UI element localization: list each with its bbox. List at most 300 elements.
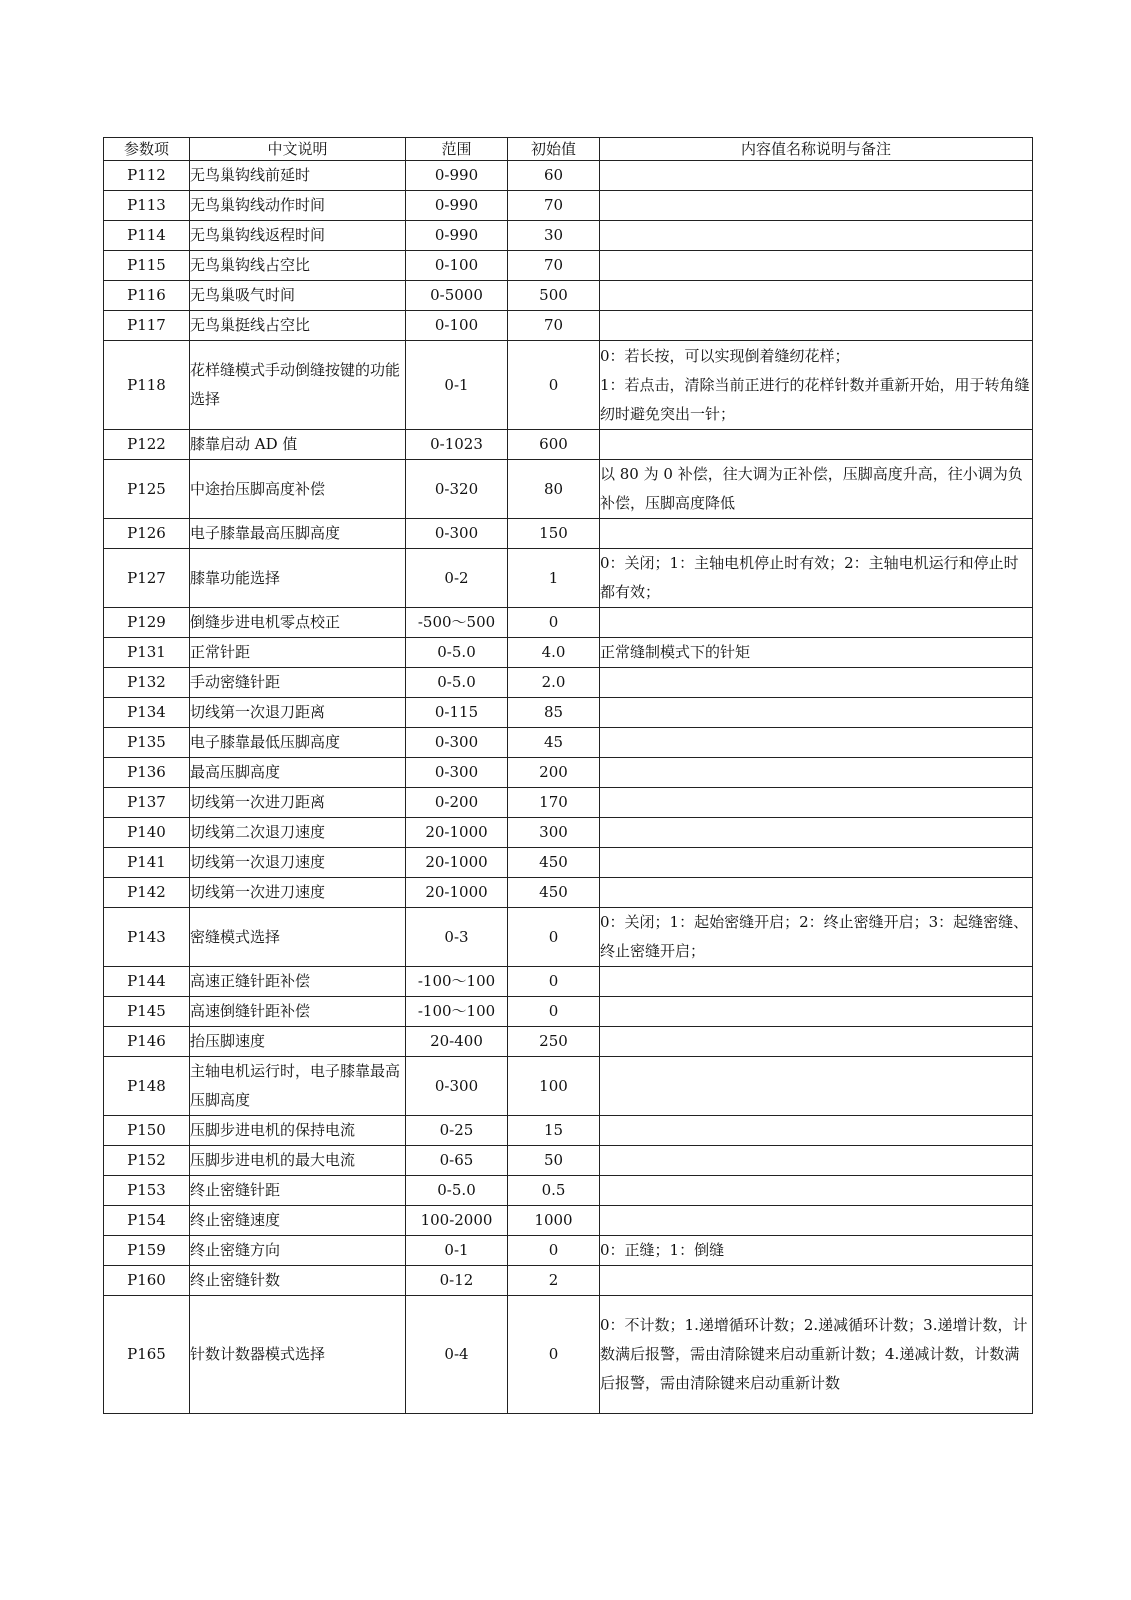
parameter-notes xyxy=(600,1206,1033,1236)
parameter-range xyxy=(406,460,508,519)
parameter-initial-value xyxy=(508,1266,600,1296)
parameter-description xyxy=(190,908,406,967)
parameter-range-text: 0-1 xyxy=(444,1241,469,1259)
parameter-code-text: P160 xyxy=(127,1271,166,1289)
parameter-code-text: P144 xyxy=(127,972,166,990)
parameter-notes-text: 正常缝制模式下的针矩 xyxy=(600,643,751,661)
parameter-table xyxy=(103,137,1033,1414)
parameter-initial-value-text: 100 xyxy=(539,1076,568,1095)
parameter-range xyxy=(406,908,508,967)
parameter-range-text: 0-990 xyxy=(434,226,479,244)
parameter-range-text: -500～500 xyxy=(417,613,496,631)
table-row xyxy=(104,191,1033,221)
table-row xyxy=(104,967,1033,997)
parameter-code xyxy=(104,698,190,728)
parameter-initial-value xyxy=(508,191,600,221)
table-row xyxy=(104,848,1033,878)
parameter-range-text: 0-5.0 xyxy=(437,643,476,661)
parameter-range xyxy=(406,549,508,608)
parameter-initial-value xyxy=(508,281,600,311)
parameter-initial-value xyxy=(508,908,600,967)
parameter-notes xyxy=(600,341,1033,430)
parameter-description xyxy=(190,1296,406,1414)
table-row xyxy=(104,430,1033,460)
parameter-code-text: P132 xyxy=(127,673,166,691)
parameter-initial-value-text: 70 xyxy=(543,196,564,214)
parameter-initial-value xyxy=(508,519,600,549)
parameter-description-text: 手动密缝针距 xyxy=(190,673,281,691)
table-row xyxy=(104,698,1033,728)
parameter-description-text: 膝靠功能选择 xyxy=(190,568,281,587)
parameter-code xyxy=(104,1236,190,1266)
parameter-initial-value-text: 300 xyxy=(539,823,568,841)
parameter-initial-value-text: 0 xyxy=(548,1241,559,1259)
parameter-range xyxy=(406,698,508,728)
parameter-description xyxy=(190,1266,406,1296)
table-row xyxy=(104,221,1033,251)
parameter-initial-value xyxy=(508,1296,600,1414)
parameter-code xyxy=(104,1266,190,1296)
table-row xyxy=(104,908,1033,967)
parameter-description xyxy=(190,848,406,878)
table-header-row xyxy=(104,138,1033,161)
parameter-range xyxy=(406,519,508,549)
parameter-range xyxy=(406,1266,508,1296)
parameter-notes-text: 0：关闭；1：主轴电机停止时有效；2：主轴电机运行和停止时都有效； xyxy=(600,554,1019,601)
parameter-description xyxy=(190,191,406,221)
parameter-code-text: P136 xyxy=(127,763,166,781)
parameter-code-text: P142 xyxy=(127,883,166,901)
parameter-range-text: 0-300 xyxy=(434,1076,479,1095)
parameter-range xyxy=(406,1296,508,1414)
parameter-initial-value-text: 450 xyxy=(539,883,568,901)
parameter-initial-value-text: 60 xyxy=(543,166,564,184)
parameter-code xyxy=(104,460,190,519)
parameter-notes xyxy=(600,161,1033,191)
parameter-code-text: P126 xyxy=(127,524,166,542)
parameter-description xyxy=(190,341,406,430)
parameter-initial-value-text: 250 xyxy=(539,1032,568,1050)
parameter-range-text: 0-100 xyxy=(434,316,479,334)
parameter-description-text: 切线第二次退刀速度 xyxy=(190,823,326,841)
parameter-initial-value-text: 150 xyxy=(539,524,568,542)
parameter-notes-text: 0：正缝；1：倒缝 xyxy=(600,1241,725,1259)
parameter-code xyxy=(104,281,190,311)
parameter-description xyxy=(190,1116,406,1146)
parameter-notes xyxy=(600,1236,1033,1266)
parameter-description xyxy=(190,1206,406,1236)
parameter-range xyxy=(406,788,508,818)
table-row xyxy=(104,1027,1033,1057)
parameter-notes-text: 0：若长按，可以实现倒着缝纫花样； 1：若点击，清除当前正进行的花样针数并重新开始，用于转角缝纫时避免突出一针； xyxy=(600,346,1030,423)
parameter-notes xyxy=(600,1116,1033,1146)
parameter-initial-value-text: 200 xyxy=(539,763,568,781)
parameter-initial-value-text: 50 xyxy=(543,1151,564,1169)
parameter-code-text: P159 xyxy=(127,1241,166,1259)
parameter-range-text: 0-300 xyxy=(434,763,479,781)
parameter-code-text: P145 xyxy=(127,1002,166,1020)
parameter-description-text: 压脚步进电机的最大电流 xyxy=(190,1151,356,1169)
parameter-notes xyxy=(600,311,1033,341)
parameter-description xyxy=(190,1176,406,1206)
parameter-notes xyxy=(600,818,1033,848)
table-row xyxy=(104,788,1033,818)
parameter-range xyxy=(406,1206,508,1236)
parameter-description xyxy=(190,668,406,698)
parameter-initial-value xyxy=(508,1146,600,1176)
parameter-initial-value xyxy=(508,848,600,878)
parameter-description-text: 最高压脚高度 xyxy=(190,763,281,781)
parameter-code-text: P113 xyxy=(127,196,166,214)
parameter-code xyxy=(104,1296,190,1414)
table-row xyxy=(104,638,1033,668)
parameter-range xyxy=(406,161,508,191)
parameter-initial-value-text: 0 xyxy=(548,375,559,394)
parameter-range xyxy=(406,638,508,668)
table-row xyxy=(104,311,1033,341)
parameter-initial-value xyxy=(508,668,600,698)
parameter-code xyxy=(104,251,190,281)
parameter-range-text: 0-25 xyxy=(439,1121,474,1139)
parameter-description xyxy=(190,967,406,997)
parameter-initial-value xyxy=(508,341,600,430)
parameter-initial-value xyxy=(508,1027,600,1057)
parameter-initial-value-text: 0 xyxy=(548,1345,559,1363)
parameter-range xyxy=(406,1146,508,1176)
parameter-code xyxy=(104,818,190,848)
parameter-description-text: 终止密缝针数 xyxy=(190,1271,281,1289)
parameter-notes xyxy=(600,1176,1033,1206)
parameter-initial-value xyxy=(508,430,600,460)
parameter-description-text: 花样缝模式手动倒缝按键的功能选择 xyxy=(190,361,401,408)
parameter-description xyxy=(190,608,406,638)
parameter-initial-value xyxy=(508,638,600,668)
parameter-range-text: 0-990 xyxy=(434,196,479,214)
parameter-notes xyxy=(600,1057,1033,1116)
parameter-initial-value-text: 70 xyxy=(543,316,564,334)
parameter-notes xyxy=(600,728,1033,758)
parameter-description xyxy=(190,251,406,281)
parameter-range xyxy=(406,848,508,878)
parameter-range-text: 0-5.0 xyxy=(437,1181,476,1199)
parameter-description-text: 无鸟巢挺线占空比 xyxy=(190,316,311,334)
table-body xyxy=(104,161,1033,1414)
parameter-notes xyxy=(600,281,1033,311)
parameter-initial-value xyxy=(508,608,600,638)
parameter-description-text: 倒缝步进电机零点校正 xyxy=(190,613,341,631)
parameter-initial-value-text: 0.5 xyxy=(541,1181,566,1199)
parameter-initial-value-text: 85 xyxy=(543,703,564,721)
parameter-range-text: -100～100 xyxy=(417,972,496,990)
parameter-code-text: P165 xyxy=(127,1345,166,1363)
parameter-description-text: 终止密缝速度 xyxy=(190,1211,281,1229)
parameter-code xyxy=(104,967,190,997)
parameter-initial-value xyxy=(508,1116,600,1146)
parameter-initial-value-text: 1000 xyxy=(534,1211,573,1229)
parameter-initial-value xyxy=(508,788,600,818)
parameter-range xyxy=(406,341,508,430)
parameter-range xyxy=(406,311,508,341)
parameter-code-text: P134 xyxy=(127,703,166,721)
parameter-code xyxy=(104,341,190,430)
parameter-initial-value-text: 500 xyxy=(539,286,568,304)
parameter-code xyxy=(104,519,190,549)
parameter-description xyxy=(190,728,406,758)
parameter-description-text: 无鸟巢钩线动作时间 xyxy=(190,196,326,214)
parameter-notes xyxy=(600,1266,1033,1296)
table-row xyxy=(104,728,1033,758)
parameter-notes xyxy=(600,908,1033,967)
parameter-initial-value xyxy=(508,698,600,728)
parameter-notes xyxy=(600,878,1033,908)
parameter-description-text: 针数计数器模式选择 xyxy=(190,1345,326,1363)
parameter-initial-value xyxy=(508,758,600,788)
parameter-description-text: 切线第一次退刀距离 xyxy=(190,703,326,721)
parameter-range xyxy=(406,728,508,758)
parameter-description xyxy=(190,460,406,519)
parameter-code xyxy=(104,848,190,878)
parameter-notes xyxy=(600,251,1033,281)
parameter-notes xyxy=(600,549,1033,608)
parameter-range-text: 0-5000 xyxy=(430,286,483,304)
parameter-code-text: P125 xyxy=(127,479,166,498)
parameter-code xyxy=(104,221,190,251)
parameter-notes xyxy=(600,758,1033,788)
parameter-code xyxy=(104,191,190,221)
parameter-description xyxy=(190,1236,406,1266)
parameter-code xyxy=(104,728,190,758)
parameter-code-text: P129 xyxy=(127,613,166,631)
parameter-code-text: P112 xyxy=(127,166,166,184)
parameter-range-text: 0-2 xyxy=(444,568,469,587)
parameter-description xyxy=(190,430,406,460)
parameter-initial-value xyxy=(508,728,600,758)
parameter-code xyxy=(104,311,190,341)
parameter-range-text: 0-300 xyxy=(434,733,479,751)
parameter-code xyxy=(104,549,190,608)
parameter-initial-value-text: 30 xyxy=(543,226,564,244)
parameter-description-text: 高速正缝针距补偿 xyxy=(190,972,311,990)
parameter-range xyxy=(406,430,508,460)
parameter-notes xyxy=(600,848,1033,878)
table-row xyxy=(104,1146,1033,1176)
parameter-description xyxy=(190,878,406,908)
parameter-description-text: 电子膝靠最高压脚高度 xyxy=(190,524,341,542)
parameter-notes-text: 以 80 为 0 补偿，往大调为正补偿，压脚高度升高，往小调为负补偿，压脚高度降低 xyxy=(600,465,1023,512)
table-row xyxy=(104,878,1033,908)
parameter-range xyxy=(406,191,508,221)
parameter-code-text: P150 xyxy=(127,1121,166,1139)
parameter-notes xyxy=(600,638,1033,668)
parameter-description xyxy=(190,698,406,728)
parameter-initial-value xyxy=(508,818,600,848)
parameter-initial-value xyxy=(508,311,600,341)
parameter-initial-value-text: 0 xyxy=(548,927,559,946)
parameter-initial-value xyxy=(508,161,600,191)
parameter-code xyxy=(104,1146,190,1176)
parameter-range xyxy=(406,608,508,638)
parameter-notes xyxy=(600,191,1033,221)
parameter-initial-value-text: 45 xyxy=(543,733,564,751)
parameter-code xyxy=(104,430,190,460)
parameter-initial-value xyxy=(508,251,600,281)
parameter-range-text: 0-200 xyxy=(434,793,479,811)
parameter-initial-value-text: 170 xyxy=(539,793,568,811)
parameter-description-text: 电子膝靠最低压脚高度 xyxy=(190,733,341,751)
table-row xyxy=(104,818,1033,848)
table-row xyxy=(104,460,1033,519)
table-row xyxy=(104,549,1033,608)
parameter-notes xyxy=(600,997,1033,1027)
table-row xyxy=(104,519,1033,549)
parameter-initial-value-text: 0 xyxy=(548,1002,559,1020)
parameter-range xyxy=(406,967,508,997)
parameter-range-text: 0-100 xyxy=(434,256,479,274)
parameter-code-text: P141 xyxy=(127,853,166,871)
parameter-initial-value-text: 2 xyxy=(548,1271,559,1289)
parameter-code-text: P148 xyxy=(127,1076,166,1095)
parameter-code xyxy=(104,1057,190,1116)
table-row xyxy=(104,341,1033,430)
parameter-description-text: 膝靠启动 AD 值 xyxy=(190,435,298,453)
parameter-initial-value-text: 600 xyxy=(539,435,568,453)
parameter-code xyxy=(104,997,190,1027)
parameter-range xyxy=(406,1176,508,1206)
parameter-range-text: 0-3 xyxy=(444,927,469,946)
parameter-initial-value xyxy=(508,967,600,997)
parameter-code-text: P127 xyxy=(127,568,166,587)
parameter-description xyxy=(190,281,406,311)
parameter-code xyxy=(104,161,190,191)
parameter-code-text: P117 xyxy=(127,316,166,334)
parameter-notes xyxy=(600,1027,1033,1057)
parameter-code-text: P152 xyxy=(127,1151,166,1169)
parameter-range-text: 0-300 xyxy=(434,524,479,542)
parameter-range xyxy=(406,221,508,251)
header-range: 范围 xyxy=(406,138,508,161)
parameter-range-text: 20-1000 xyxy=(425,883,488,901)
table-row xyxy=(104,1266,1033,1296)
parameter-range xyxy=(406,818,508,848)
parameter-initial-value xyxy=(508,997,600,1027)
parameter-notes xyxy=(600,668,1033,698)
parameter-code-text: P135 xyxy=(127,733,166,751)
parameter-description-text: 切线第一次进刀速度 xyxy=(190,883,326,901)
parameter-description xyxy=(190,758,406,788)
parameter-description-text: 中途抬压脚高度补偿 xyxy=(190,479,326,498)
table-row xyxy=(104,281,1033,311)
parameter-code xyxy=(104,608,190,638)
parameter-description-text: 密缝模式选择 xyxy=(190,927,281,946)
parameter-description xyxy=(190,1146,406,1176)
parameter-description-text: 无鸟巢钩线占空比 xyxy=(190,256,311,274)
parameter-code-text: P116 xyxy=(127,286,166,304)
table-row xyxy=(104,1296,1033,1414)
parameter-initial-value-text: 1 xyxy=(548,568,559,587)
table-row xyxy=(104,758,1033,788)
parameter-initial-value xyxy=(508,221,600,251)
table-row xyxy=(104,161,1033,191)
parameter-description-text: 无鸟巢吸气时间 xyxy=(190,286,296,304)
parameter-description-text: 正常针距 xyxy=(190,643,251,661)
parameter-notes xyxy=(600,460,1033,519)
parameter-description xyxy=(190,1027,406,1057)
table-row xyxy=(104,251,1033,281)
table-row xyxy=(104,1057,1033,1116)
parameter-description xyxy=(190,549,406,608)
parameter-range-text: 0-12 xyxy=(439,1271,474,1289)
parameter-code xyxy=(104,1116,190,1146)
table-row xyxy=(104,608,1033,638)
parameter-description xyxy=(190,519,406,549)
parameter-code-text: P115 xyxy=(127,256,166,274)
header-code: 参数项 xyxy=(104,138,190,161)
parameter-range xyxy=(406,668,508,698)
parameter-initial-value-text: 450 xyxy=(539,853,568,871)
parameter-initial-value-text: 70 xyxy=(543,256,564,274)
parameter-description-text: 高速倒缝针距补偿 xyxy=(190,1002,311,1020)
parameter-code-text: P131 xyxy=(127,643,166,661)
parameter-description-text: 终止密缝方向 xyxy=(190,1241,281,1259)
parameter-code xyxy=(104,908,190,967)
parameter-notes xyxy=(600,221,1033,251)
header-description: 中文说明 xyxy=(190,138,406,161)
parameter-initial-value-text: 2.0 xyxy=(541,673,566,691)
parameter-initial-value xyxy=(508,1206,600,1236)
parameter-initial-value-text: 4.0 xyxy=(541,643,566,661)
parameter-initial-value xyxy=(508,460,600,519)
parameter-range xyxy=(406,1236,508,1266)
parameter-description xyxy=(190,997,406,1027)
parameter-range xyxy=(406,1116,508,1146)
parameter-description-text: 压脚步进电机的保持电流 xyxy=(190,1121,356,1139)
parameter-code-text: P154 xyxy=(127,1211,166,1229)
parameter-notes xyxy=(600,430,1033,460)
parameter-code-text: P153 xyxy=(127,1181,166,1199)
parameter-range-text: 0-990 xyxy=(434,166,479,184)
parameter-code xyxy=(104,668,190,698)
parameter-code xyxy=(104,1176,190,1206)
parameter-initial-value-text: 15 xyxy=(543,1121,564,1139)
parameter-code xyxy=(104,1206,190,1236)
parameter-range-text: 20-1000 xyxy=(425,823,488,841)
parameter-code-text: P140 xyxy=(127,823,166,841)
table-row xyxy=(104,1176,1033,1206)
parameter-code-text: P137 xyxy=(127,793,166,811)
parameter-code xyxy=(104,788,190,818)
parameter-description-text: 终止密缝针距 xyxy=(190,1181,281,1199)
parameter-notes xyxy=(600,698,1033,728)
parameter-initial-value xyxy=(508,1057,600,1116)
parameter-range-text: 0-1023 xyxy=(430,435,483,453)
parameter-notes xyxy=(600,788,1033,818)
parameter-notes-text: 0：不计数；1.递增循环计数；2.递减循环计数；3.递增计数，计数满后报警，需由清除键来启动重新计数；4.递减计数，计数满后报警，需由清除键来启动重新计数 xyxy=(600,1316,1028,1392)
parameter-notes xyxy=(600,1296,1033,1414)
parameter-description xyxy=(190,221,406,251)
parameter-initial-value xyxy=(508,1236,600,1266)
table-row xyxy=(104,997,1033,1027)
parameter-description xyxy=(190,818,406,848)
parameter-initial-value xyxy=(508,878,600,908)
parameter-range xyxy=(406,997,508,1027)
parameter-notes xyxy=(600,608,1033,638)
parameter-range-text: 0-115 xyxy=(434,703,479,721)
table-row xyxy=(104,668,1033,698)
parameter-range-text: 20-400 xyxy=(430,1032,483,1050)
parameter-code-text: P143 xyxy=(127,927,166,946)
parameter-range-text: 0-1 xyxy=(444,375,469,394)
parameter-description-text: 无鸟巢钩线返程时间 xyxy=(190,226,326,244)
